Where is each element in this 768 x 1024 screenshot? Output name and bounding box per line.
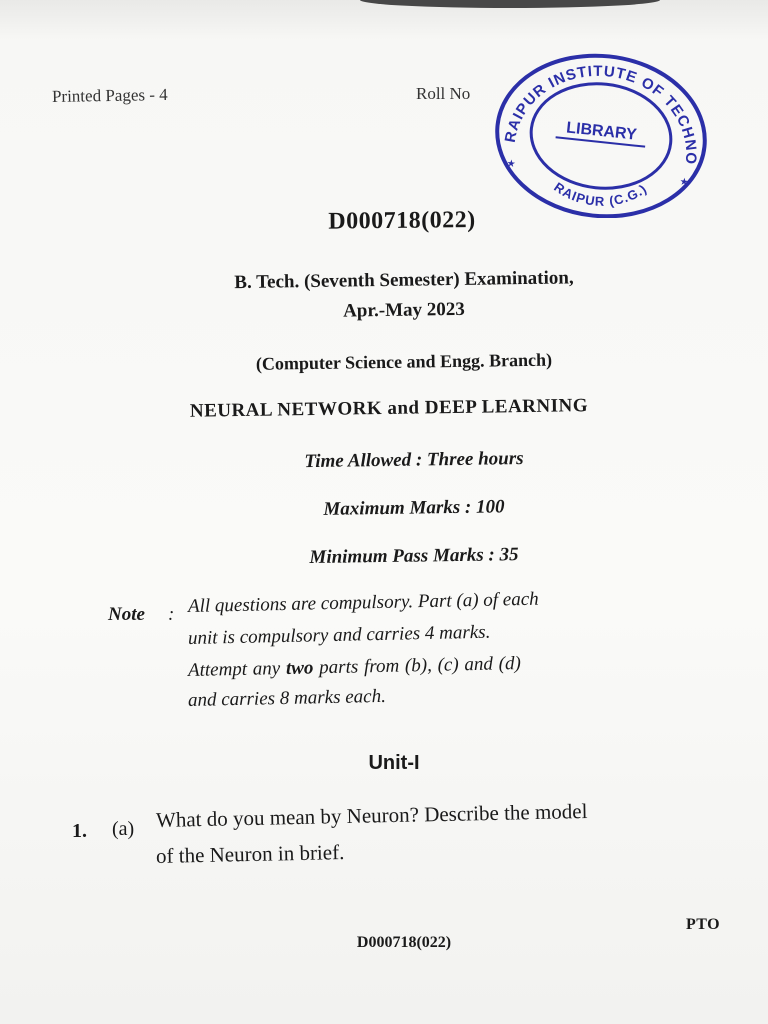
question-part: (a)	[112, 818, 135, 840]
pto-label: PTO	[686, 916, 721, 933]
printed-pages-label: Printed Pages - 4	[51, 84, 168, 107]
stamp-library-label: LIBRARY	[565, 119, 638, 144]
svg-text:★: ★	[679, 176, 690, 189]
time-allowed: Time Allowed : Three hours	[304, 448, 524, 473]
note-colon: :	[168, 604, 175, 625]
note-line-1: All questions are compulsory. Part (a) of each	[187, 588, 539, 617]
footer-paper-code: D000718(022)	[356, 934, 452, 951]
maximum-marks: Maximum Marks : 100	[323, 496, 505, 520]
note-line-3-bold: two	[285, 657, 314, 679]
question-text-line-1: What do you mean by Neuron? Describe the model	[155, 798, 588, 832]
branch-title: (Computer Science and Engg. Branch)	[255, 349, 553, 374]
note-line-3-pre: Attempt any	[187, 657, 287, 681]
exam-title: B. Tech. (Seventh Semester) Examination,	[234, 267, 574, 294]
question-text-line-2: of the Neuron in brief.	[155, 840, 345, 868]
note-line-3	[188, 653, 521, 682]
paper-edge-shadow	[360, 0, 660, 8]
question-number: 1.	[72, 820, 87, 842]
note-line-3-post: parts from (b), (c) and (d)	[313, 653, 522, 679]
unit-heading: Unit-I	[368, 752, 420, 774]
stamp-ring-text: RAIPUR INSTITUTE OF TECHNOLOGY	[501, 62, 700, 166]
stamp-bottom-text: RAIPUR (C.G.)	[551, 179, 650, 209]
subject-title: NEURAL NETWORK and DEEP LEARNING	[189, 395, 589, 422]
roll-no-label: Roll No	[416, 84, 471, 103]
svg-text:★: ★	[506, 158, 517, 171]
paper-code-heading: D000718(022)	[328, 207, 476, 235]
note-line-2: unit is compulsory and carries 4 marks.	[187, 621, 491, 649]
minimum-pass-marks: Minimum Pass Marks : 35	[309, 544, 519, 569]
note-label: Note	[108, 604, 145, 625]
note-line-4: and carries 8 marks each.	[187, 685, 387, 711]
exam-session: Apr.-May 2023	[342, 298, 466, 322]
library-stamp	[488, 48, 714, 218]
